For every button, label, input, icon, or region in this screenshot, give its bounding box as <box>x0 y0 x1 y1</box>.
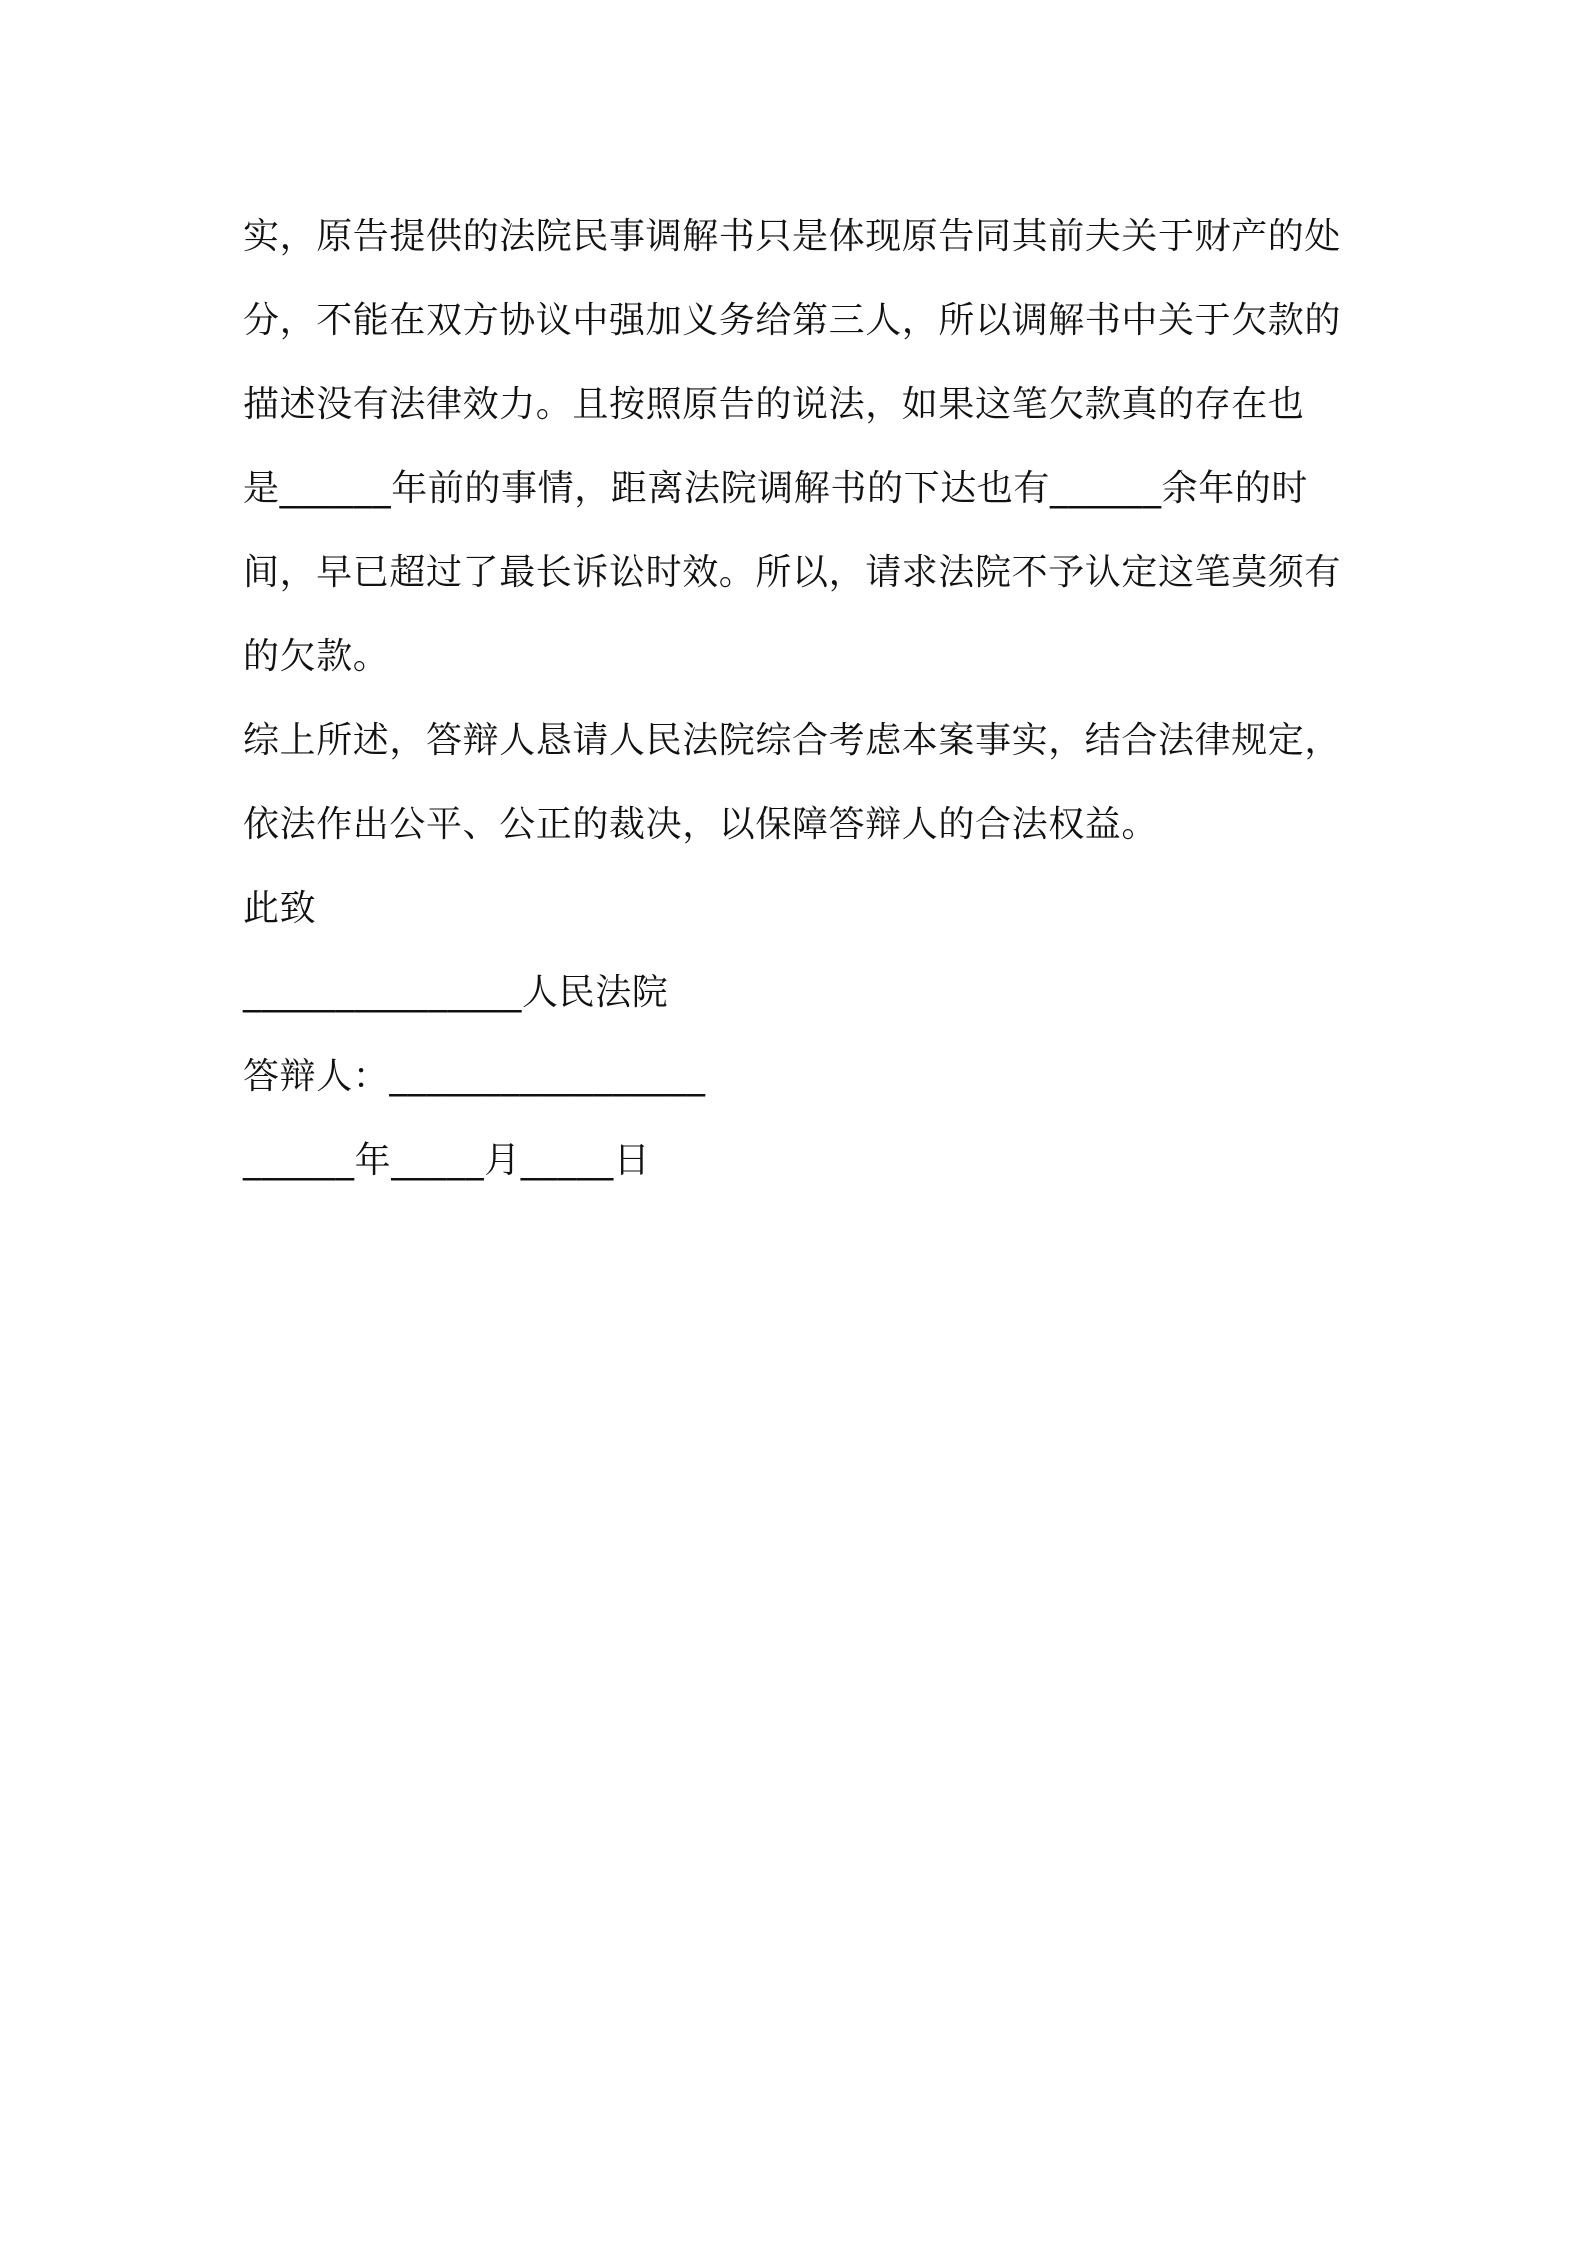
conclusion-line: 依法作出公平、公正的裁决，以保障答辩人的合法权益。 <box>243 804 1159 845</box>
paragraph-line: 描述没有法律效力。且按照原告的说法，如果这笔欠款真的存在也 <box>243 384 1305 425</box>
court-addressee: _______________人民法院 <box>243 972 669 1013</box>
paragraph-line: 间，早已超过了最长诉讼时效。所以，请求法院不予认定这笔莫须有 <box>243 552 1342 593</box>
conclusion-line: 综上所述，答辩人恳请人民法院综合考虑本案事实，结合法律规定， <box>243 720 1342 761</box>
paragraph-line: 实，原告提供的法院民事调解书只是体现原告同其前夫关于财产的处 <box>243 216 1342 257</box>
paragraph-line: 的欠款。 <box>243 636 390 677</box>
paragraph-line: 是______年前的事情，距离法院调解书的下达也有______余年的时 <box>243 468 1308 509</box>
paragraph-line: 分，不能在双方协议中强加义务给第三人，所以调解书中关于欠款的 <box>243 300 1342 341</box>
salutation: 此致 <box>243 888 317 929</box>
respondent-signature-line: 答辩人：_________________ <box>243 1056 706 1097</box>
date-line: ______年_____月_____日 <box>243 1140 651 1181</box>
document-body <box>243 195 1358 1203</box>
